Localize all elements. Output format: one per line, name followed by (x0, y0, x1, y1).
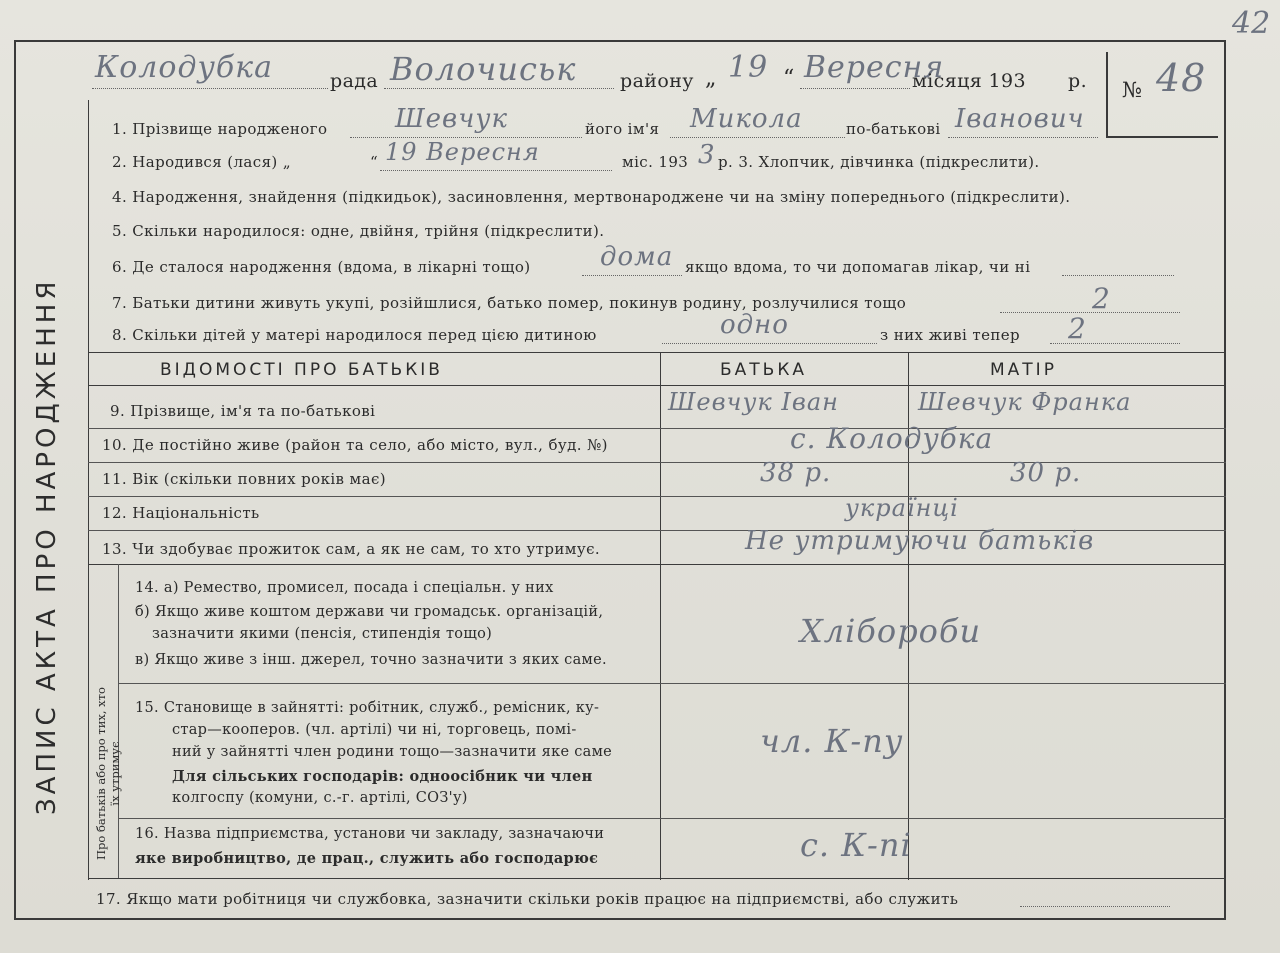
month-underline (800, 88, 910, 89)
row-14a-label: 14. а) Ремество, промисел, посада і спеціальн. у них (135, 580, 554, 596)
record-number-box (1106, 52, 1218, 138)
side-title: ЗАПИС АКТА ПРО НАРОДЖЕННЯ (32, 277, 62, 815)
row-15-line-1: 15. Становище в зайнятті: робітник, служб., ремісник, ку- (135, 700, 600, 716)
living-children-handwritten: 2 (1068, 312, 1087, 345)
row-16-bottom (88, 878, 1226, 879)
line-2-sex-label: р. 3. Хлопчик, дівчинка (підкреслити). (718, 153, 1040, 171)
employment-status-handwritten: чл. К-пу (760, 722, 904, 760)
district-underline (384, 88, 614, 89)
table-top-border (88, 352, 1226, 353)
table-header-bottom (88, 385, 1226, 386)
row-15-line-2: стар—коопeров. (чл. артілі) чи ні, торговець, помі- (172, 722, 577, 738)
row-14b-continued: зазначити якими (пенсія, стипендія тощо) (152, 626, 493, 642)
birth-date-underline (380, 170, 612, 171)
rada-label: рада (330, 70, 379, 92)
line-8-living-label: з них живі тепер (880, 326, 1021, 344)
row-11-label: 11. Вік (скільки повних років має) (102, 470, 387, 488)
row-15-line-4: Для сільських господарів: одноосібник чи член (172, 768, 593, 785)
row-15-line-5: колгоспу (комуни, с.-г. артілі, СОЗ'у) (172, 790, 468, 806)
month-year-label: місяця 193 (912, 70, 1026, 92)
archive-page-number: 42 (1232, 6, 1271, 41)
patronymic-underline (948, 137, 1098, 138)
first-name-handwritten: Микола (690, 104, 803, 134)
number-sign: № (1122, 78, 1143, 102)
parents-status-handwritten: 2 (1092, 282, 1111, 315)
previous-children-handwritten: одно (720, 310, 789, 340)
day-handwritten: 19 (728, 50, 769, 85)
side-note-line-1: Про батьків або про тих, хто (94, 687, 108, 860)
day-close-quote: “ (783, 66, 795, 91)
col-father-header: БАТЬКА (720, 360, 808, 380)
row-13-label: 13. Чи здобуває прожиток сам, а як не сам, то хто утримує. (102, 540, 601, 558)
doctor-underline (1062, 275, 1174, 276)
row-16-line-1: 16. Назва підприємства, установи чи закладу, зазначаючи (135, 826, 605, 842)
nationality-handwritten: українці (845, 494, 959, 522)
row-15-line-3: ний у зайнятті член родини тощо—зазначити яке саме (172, 744, 613, 760)
mother-name-handwritten: Шевчук Франка (918, 388, 1132, 416)
district-handwritten: Волочиськ (390, 50, 577, 88)
row-16-line-2: яке виробництво, де прац., служить або господарює (135, 850, 599, 867)
line-8-label: 8. Скільки дітей у матері народилося перед цією дитиною (112, 326, 597, 344)
birth-date-handwritten: 19 Вересня (385, 138, 540, 166)
first-name-underline (670, 137, 845, 138)
row-17-underline (1020, 906, 1170, 907)
row-14c-label: в) Якщо живе з інш. джерел, точно зазначити з яких саме. (135, 652, 607, 668)
birthplace-underline (582, 275, 682, 276)
row-15-bottom (118, 818, 1226, 819)
line-1-label: 1. Прізвище народженого (112, 120, 328, 138)
line-4-label: 4. Народження, знайдення (підкидьок), засиновлення, мертвонароджене чи на зміну попереднього (підкреслити). (112, 188, 1071, 206)
father-age-handwritten: 38 р. (760, 458, 832, 488)
raion-label: району (620, 70, 694, 92)
workplace-handwritten: с. К-пі (800, 826, 912, 864)
line-1-name-label: його ім'я (585, 120, 660, 138)
line-2-quote-close: “ (370, 153, 379, 171)
row-9-label: 9. Прізвище, ім'я та по-батькові (110, 402, 376, 420)
year-r-label: р. (1068, 70, 1088, 92)
row-14-bottom (118, 683, 1226, 684)
line-6-label: 6. Де сталося народження (вдома, в лікарні тощо) (112, 258, 531, 276)
living-children-underline (1050, 343, 1180, 344)
row-14b-label: б) Якщо живе коштом держави чи громадськ. організацій, (135, 604, 604, 620)
side-note (94, 687, 122, 860)
row-17-label: 17. Якщо мати робітниця чи службовка, зазначити скільки років працює на підприємстві, або служить (96, 890, 959, 908)
row-11-bottom (88, 496, 1226, 497)
council-underline (92, 88, 328, 89)
row-10-label: 10. Де постійно живе (район та село, або місто, вул., буд. №) (102, 436, 608, 454)
mother-age-handwritten: 30 р. (1010, 458, 1082, 488)
line-5-label: 5. Скільки народилося: одне, двійня, трійня (підкреслити). (112, 222, 605, 240)
line-2-month-label: міс. 193 (622, 153, 689, 171)
row-13-bottom (88, 564, 1226, 565)
side-strip-divider (88, 100, 89, 880)
residence-handwritten: с. Колодубка (790, 422, 994, 455)
table-col-divider-1 (660, 352, 661, 880)
row-9-bottom (88, 428, 1226, 429)
month-handwritten: Вересня (804, 50, 945, 85)
occupation-handwritten: Хлібороби (800, 612, 982, 650)
line-2-label: 2. Народився (лася) „ (112, 153, 292, 171)
record-number-handwritten: 48 (1156, 56, 1207, 100)
col-mother-header: МАТІР (990, 360, 1057, 380)
line-6-doctor-label: якщо вдома, то чи допомагав лікар, чи ні (685, 258, 1031, 276)
line-1-patronymic-label: по-батькові (846, 120, 941, 138)
support-handwritten: Не утримуючи батьків (745, 526, 1095, 556)
father-name-handwritten: Шевчук Іван (668, 388, 839, 416)
line-7-label: 7. Батьки дитини живуть укупі, розійшлися, батько помер, покинув родину, розлучилися тощо (112, 294, 907, 312)
day-open-quote: „ (705, 66, 717, 91)
birth-year-handwritten: 3 (698, 140, 716, 170)
parents-status-underline (1000, 312, 1180, 313)
col-info-header: ВІДОМОСТІ ПРО БАТЬКІВ (160, 360, 443, 380)
side-note-line-2: їх утримує (108, 741, 122, 806)
birthplace-handwritten: дома (600, 242, 674, 272)
patronymic-handwritten: Іванович (955, 104, 1085, 134)
council-handwritten: Колодубка (95, 50, 273, 85)
surname-handwritten: Шевчук (395, 104, 508, 134)
row-12-label: 12. Національність (102, 504, 260, 522)
previous-children-underline (662, 343, 877, 344)
